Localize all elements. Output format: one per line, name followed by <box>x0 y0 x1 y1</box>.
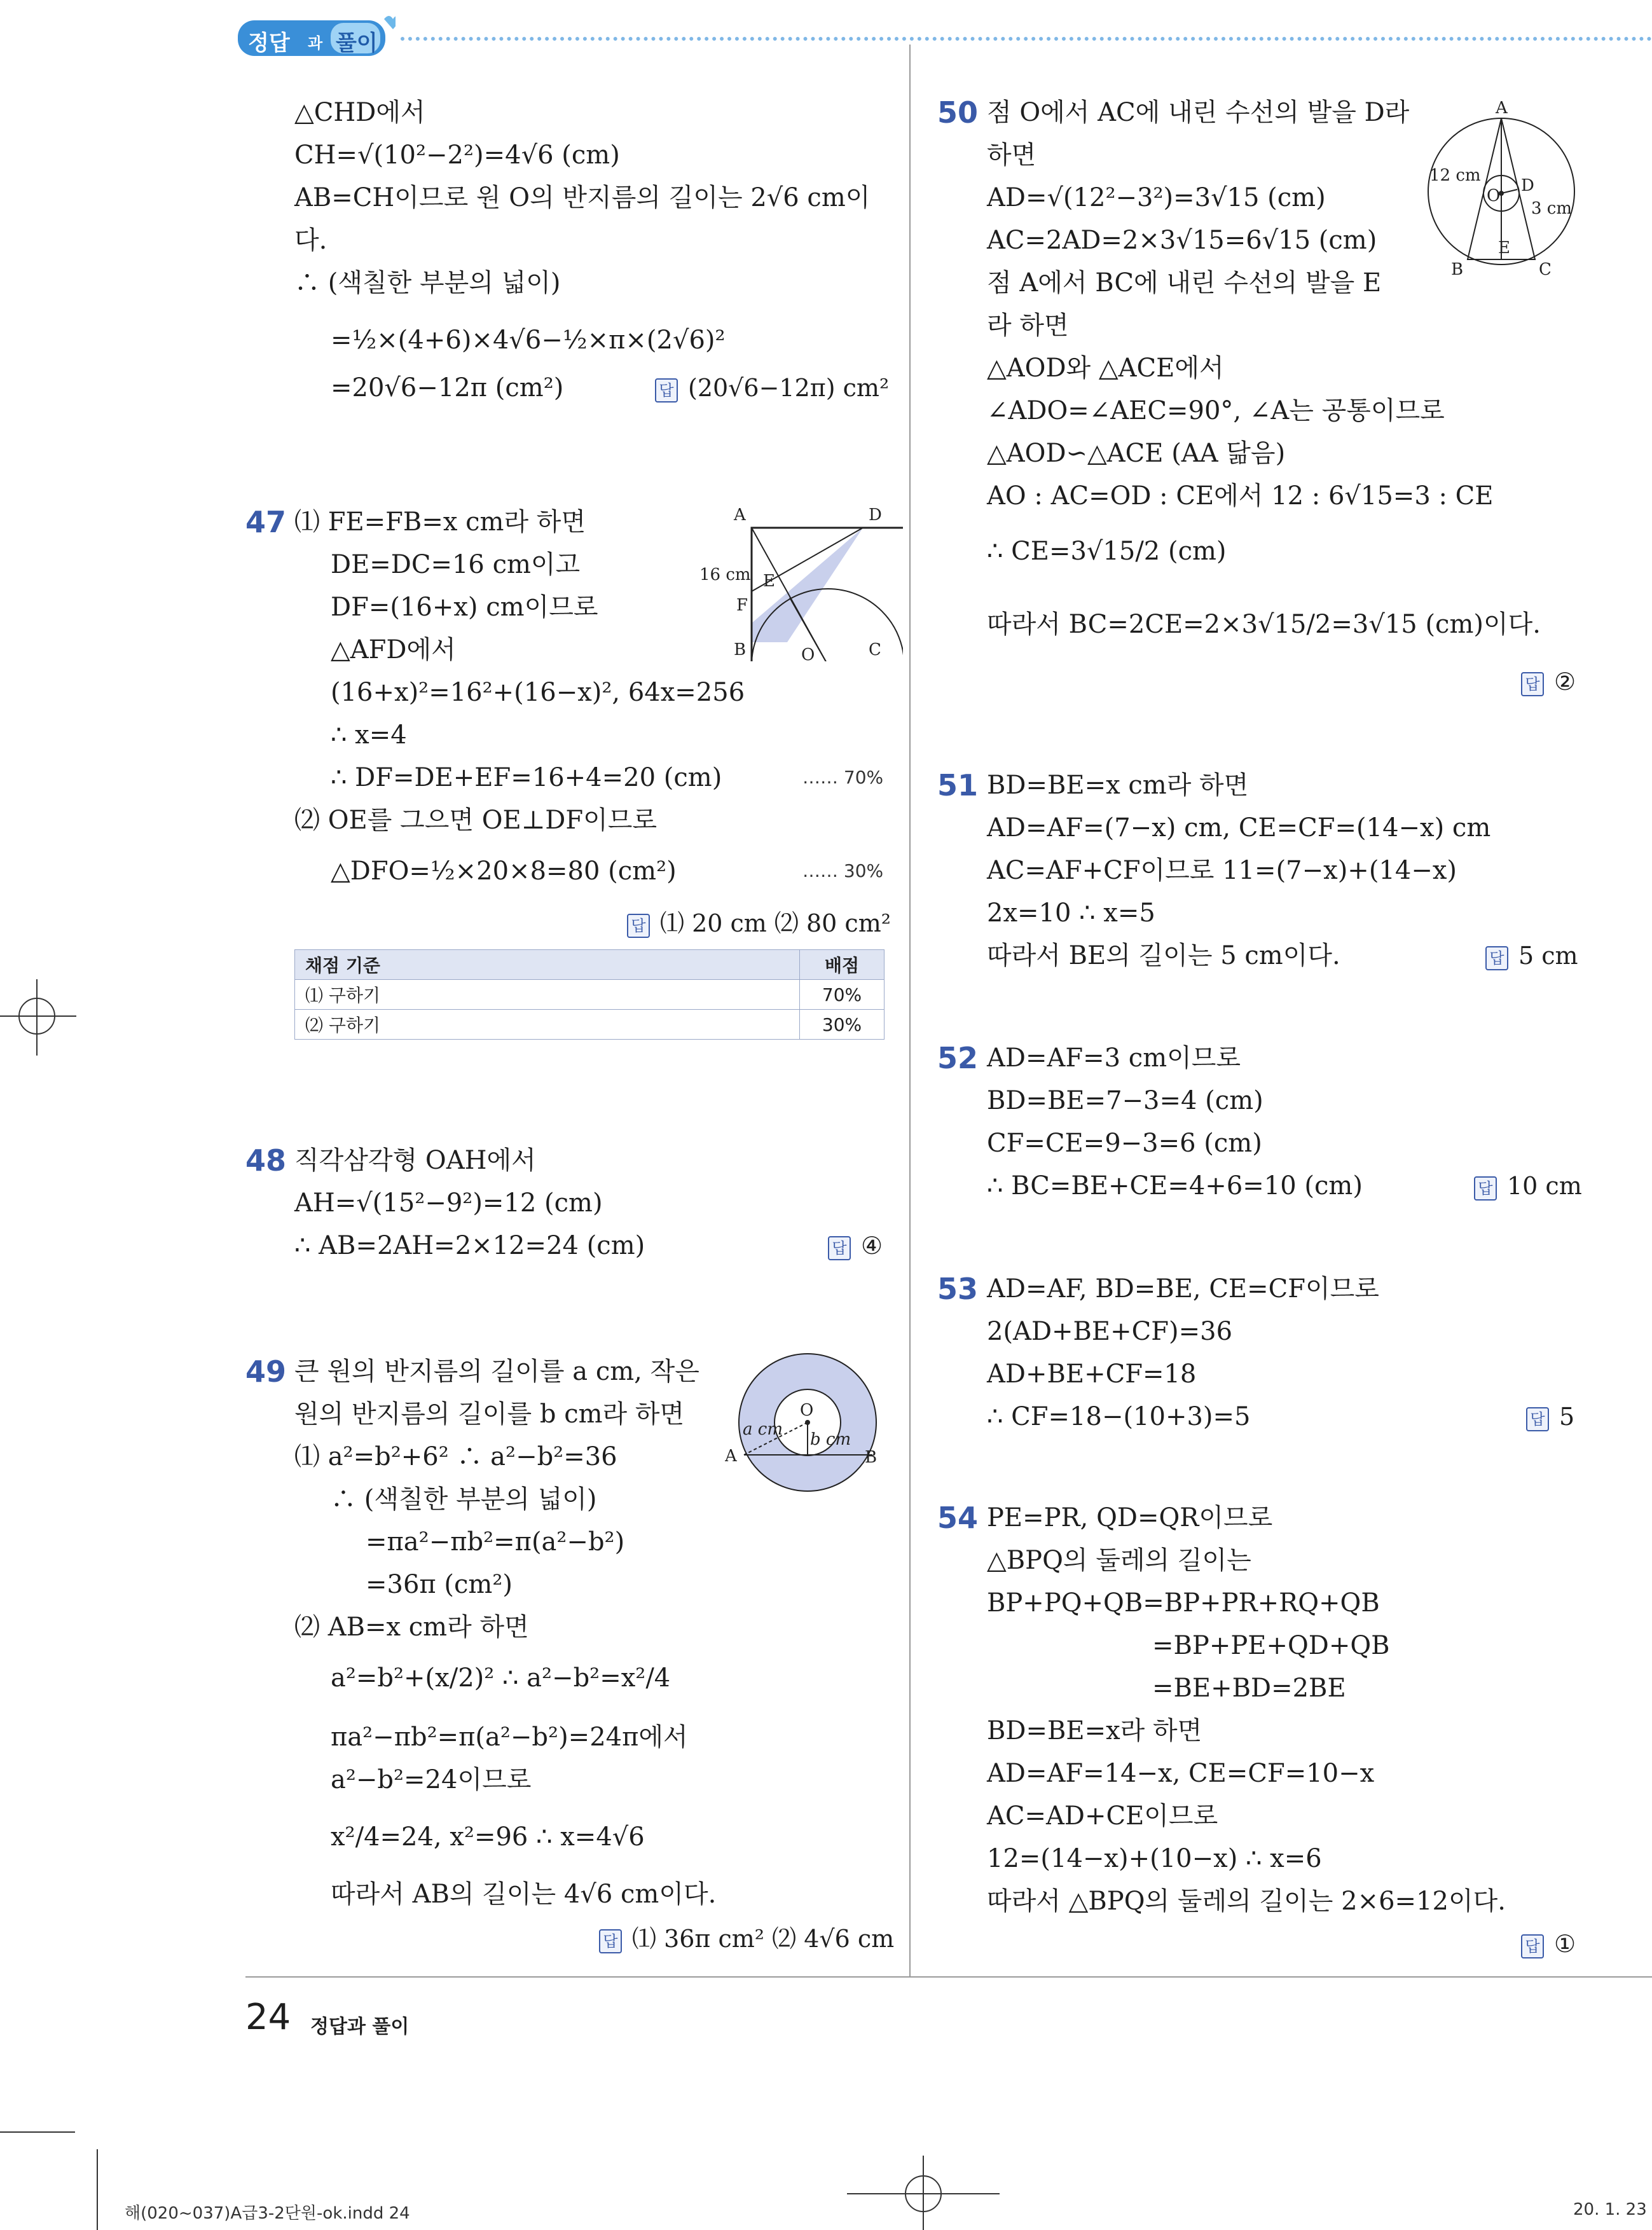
p47-line: ⑴ FE=FB=x cm라 하면 <box>294 507 586 537</box>
fig50-label-A: A <box>1496 99 1508 118</box>
p51-line: AC=AF+CF이므로 11=(7−x)+(14−x) <box>987 856 1457 885</box>
p49-line: ⑵ AB=x cm라 하면 <box>294 1613 529 1642</box>
p51-line: AD=AF=(7−x) cm, CE=CF=(14−x) cm <box>987 813 1491 843</box>
p49-line: a²−b²=24이므로 <box>331 1765 532 1794</box>
p54-line: △BPQ의 둘레의 길이는 <box>987 1546 1251 1575</box>
p54-line: BD=BE=x라 하면 <box>987 1716 1202 1745</box>
bottom-rule <box>245 1976 1652 1978</box>
problem-number: 53 <box>937 1272 979 1306</box>
header-tag-text-3: 풀이 <box>336 31 378 56</box>
problem-number: 51 <box>937 768 979 802</box>
p48-line: 직각삼각형 OAH에서 <box>294 1146 536 1175</box>
scoring-table <box>294 949 885 1040</box>
table-cell: 70% <box>800 980 885 1010</box>
p46-answer <box>655 371 889 405</box>
p49-line: 따라서 AB의 길이는 4√6 cm이다. <box>331 1880 717 1909</box>
p46-line: =20√6−12π (cm²) <box>331 373 564 403</box>
p46-line: 다. <box>294 226 327 255</box>
fig47-label-D: D <box>869 506 882 525</box>
fig50-label-D: D <box>1521 176 1534 195</box>
p49-line: a²=b²+(x/2)² ∴ a²−b²=x²/4 <box>331 1663 671 1693</box>
p47-percent-1: …… 70% <box>802 767 884 788</box>
p48-answer-text: ④ <box>861 1232 883 1260</box>
p50-line: 점 A에서 BC에 내린 수선의 발을 E <box>987 268 1382 298</box>
fig50-label-r: 12 cm <box>1429 166 1481 185</box>
table-cell: ⑵ 구하기 <box>295 1010 800 1040</box>
p49-line: πa²−πb²=π(a²−b²)=24π에서 <box>331 1723 688 1752</box>
p54-line: AC=AD+CE이므로 <box>987 1801 1218 1831</box>
p50-line: ∴ CE=3√15/2 (cm) <box>987 537 1227 566</box>
problem-number: 50 <box>937 95 979 130</box>
fig49-label-a: a cm <box>743 1420 783 1439</box>
p51-line: 따라서 BE의 길이는 5 cm이다. <box>987 941 1340 970</box>
registration-mark-bottom <box>847 2156 1000 2230</box>
p49-line: ∴ (색칠한 부분의 넓이) <box>331 1485 597 1514</box>
p53-line: AD=AF, BD=BE, CE=CF이므로 <box>987 1274 1379 1304</box>
footer-label: 정답과 풀이 <box>310 2016 410 2038</box>
heart-icon <box>384 16 396 29</box>
fig50-label-O: O <box>1487 186 1501 205</box>
p54-line: AD=AF=14−x, CE=CF=10−x <box>987 1759 1375 1788</box>
p46-line: =½×(4+6)×4√6−½×π×(2√6)² <box>331 326 726 355</box>
p52-line: ∴ BC=BE+CE=4+6=10 (cm) <box>987 1171 1363 1201</box>
answer-mark: 답 <box>1521 1934 1544 1958</box>
crop-mark <box>97 2149 98 2230</box>
p47-line: ∴ x=4 <box>331 720 407 750</box>
crop-mark <box>0 2131 75 2133</box>
p46-line: AB=CH이므로 원 O의 반지름의 길이는 2√6 cm이 <box>294 183 871 212</box>
answer-mark: 답 <box>655 378 678 403</box>
fig50-label-E: E <box>1498 238 1510 258</box>
answer-mark: 답 <box>828 1236 851 1260</box>
p49-answer-text: ⑴ 36π cm² ⑵ 4√6 cm <box>632 1925 895 1953</box>
p50-line: △AOD∽△ACE (AA 닮음) <box>987 439 1286 468</box>
p50-line: AD=√(12²−3²)=3√15 (cm) <box>987 183 1326 212</box>
p52-line: CF=CE=9−3=6 (cm) <box>987 1129 1262 1158</box>
p51-line: 2x=10 ∴ x=5 <box>987 898 1155 928</box>
p48-line: ∴ AB=2AH=2×12=24 (cm) <box>294 1231 645 1260</box>
fig50-label-d: 3 cm <box>1531 199 1573 218</box>
p50-line: 라 하면 <box>987 311 1069 340</box>
p50-line: ∠ADO=∠AEC=90°, ∠A는 공통이므로 <box>987 396 1445 425</box>
p50-answer-text: ② <box>1554 668 1576 696</box>
p49-answer <box>599 1922 894 1956</box>
p51-line: BD=BE=x cm라 하면 <box>987 771 1249 800</box>
fig47-label-E: E <box>763 572 775 591</box>
p48-line: AH=√(15²−9²)=12 (cm) <box>294 1188 603 1218</box>
fig50-label-B: B <box>1451 260 1464 279</box>
p50-line: △AOD와 △ACE에서 <box>987 354 1224 383</box>
answer-mark: 답 <box>599 1929 622 1953</box>
p53-line: AD+BE+CF=18 <box>987 1359 1197 1389</box>
p54-line: =BP+PE+QD+QB <box>1152 1631 1390 1660</box>
fig47-label-F: F <box>736 596 748 615</box>
scoring-table-header <box>295 950 885 980</box>
p49-line: x²/4=24, x²=96 ∴ x=4√6 <box>331 1822 645 1852</box>
header-tag <box>237 14 396 59</box>
p53-line: ∴ CF=18−(10+3)=5 <box>987 1402 1251 1431</box>
p52-line: BD=BE=7−3=4 (cm) <box>987 1086 1263 1115</box>
answer-mark: 답 <box>1485 946 1508 970</box>
answer-mark: 답 <box>627 914 650 938</box>
p46-line: △CHD에서 <box>294 98 425 127</box>
p54-answer-text: ① <box>1554 1930 1576 1958</box>
answer-mark: 답 <box>1526 1407 1549 1431</box>
p49-line: 원의 반지름의 길이를 b cm라 하면 <box>294 1400 685 1429</box>
p47-line: ⑵ OE를 그으면 OE⊥DF이므로 <box>294 806 657 835</box>
table-row <box>295 1010 885 1040</box>
footer-file: 해(020~037)A급3-2단원-ok.indd 24 <box>125 2204 410 2223</box>
fig47-label-len: 16 cm <box>699 565 751 584</box>
scoring-header-points: 배점 <box>800 950 885 980</box>
p53-line: 2(AD+BE+CF)=36 <box>987 1317 1233 1346</box>
p47-line: DE=DC=16 cm이고 <box>331 550 581 579</box>
p47-answer <box>627 906 891 940</box>
p49-line: 큰 원의 반지름의 길이를 a cm, 작은 <box>294 1357 699 1386</box>
problem-number: 48 <box>245 1143 287 1178</box>
p46-line: ∴ (색칠한 부분의 넓이) <box>294 268 561 298</box>
problem-number: 54 <box>937 1501 979 1535</box>
p47-line: DF=(16+x) cm이므로 <box>331 593 598 622</box>
scoring-header-criteria: 채점 기준 <box>295 950 800 980</box>
fig50-label-C: C <box>1539 260 1552 279</box>
fig47-label-O: O <box>801 645 815 661</box>
p50-figure <box>1422 99 1581 284</box>
p47-percent-2: …… 30% <box>802 860 884 881</box>
fig47-label-B: B <box>734 640 747 659</box>
p51-answer <box>1485 939 1578 973</box>
p50-line: AC=2AD=2×3√15=6√15 (cm) <box>987 226 1377 255</box>
fig49-label-A: A <box>725 1447 737 1466</box>
p49-line: =πa²−πb²=π(a²−b²) <box>366 1527 625 1557</box>
fig49-label-O: O <box>800 1401 814 1420</box>
p51-answer-text: 5 cm <box>1518 942 1578 970</box>
p49-figure <box>725 1348 916 1501</box>
fig47-label-C: C <box>869 640 881 659</box>
page-number: 24 <box>245 1997 291 2038</box>
registration-mark-left <box>0 979 76 1056</box>
p50-line: 점 O에서 AC에 내린 수선의 발을 D라 <box>987 98 1410 127</box>
p52-answer-text: 10 cm <box>1507 1172 1582 1200</box>
fig49-label-B: B <box>865 1448 878 1467</box>
p54-line: PE=PR, QD=QR이므로 <box>987 1503 1273 1532</box>
p49-line: =36π (cm²) <box>366 1570 513 1599</box>
column-divider <box>909 45 911 1978</box>
p52-answer <box>1474 1169 1582 1203</box>
p54-answer <box>1521 1927 1576 1961</box>
p47-figure <box>693 502 903 661</box>
p50-line: AO : AC=OD : CE에서 12 : 6√15=3 : CE <box>987 481 1494 511</box>
p54-line: BP+PQ+QB=BP+PR+RQ+QB <box>987 1588 1380 1618</box>
p47-line: (16+x)²=16²+(16−x)², 64x=256 <box>331 678 745 707</box>
p53-answer-text: 5 <box>1559 1403 1575 1431</box>
header-tag-text-1: 정답 <box>248 31 290 56</box>
p47-line: △AFD에서 <box>331 635 456 664</box>
fig49-label-b: b cm <box>810 1430 851 1449</box>
answer-mark: 답 <box>1521 672 1544 696</box>
problem-number: 52 <box>937 1041 979 1075</box>
p54-line: 따라서 △BPQ의 둘레의 길이는 2×6=12이다. <box>987 1887 1506 1916</box>
table-row <box>295 980 885 1010</box>
p52-line: AD=AF=3 cm이므로 <box>987 1043 1241 1073</box>
p46-answer-text: (20√6−12π) cm² <box>688 374 890 402</box>
header-dotted-line <box>401 37 1652 41</box>
footer-date: 20. 1. 23 <box>1573 2200 1647 2219</box>
p53-answer <box>1526 1400 1574 1434</box>
problem-number: 49 <box>245 1354 287 1389</box>
p47-line: ∴ DF=DE+EF=16+4=20 (cm) <box>331 763 722 792</box>
p50-line: 따라서 BC=2CE=2×3√15/2=3√15 (cm)이다. <box>987 610 1541 639</box>
table-cell: 30% <box>800 1010 885 1040</box>
problem-number: 47 <box>245 505 287 539</box>
p47-answer-text: ⑴ 20 cm ⑵ 80 cm² <box>660 909 891 937</box>
p50-answer <box>1521 664 1576 699</box>
p54-line: 12=(14−x)+(10−x) ∴ x=6 <box>987 1844 1322 1873</box>
table-cell: ⑴ 구하기 <box>295 980 800 1010</box>
p47-line: △DFO=½×20×8=80 (cm²) <box>331 857 677 886</box>
p49-line: ⑴ a²=b²+6² ∴ a²−b²=36 <box>294 1442 617 1471</box>
p54-line: =BE+BD=2BE <box>1152 1674 1346 1703</box>
fig47-label-A: A <box>734 506 746 525</box>
p46-line: CH=√(10²−2²)=4√6 (cm) <box>294 141 620 170</box>
p48-answer <box>828 1229 883 1263</box>
p50-line: 하면 <box>987 141 1036 170</box>
header-tag-text-2: 과 <box>308 34 323 52</box>
answer-mark: 답 <box>1474 1176 1497 1201</box>
